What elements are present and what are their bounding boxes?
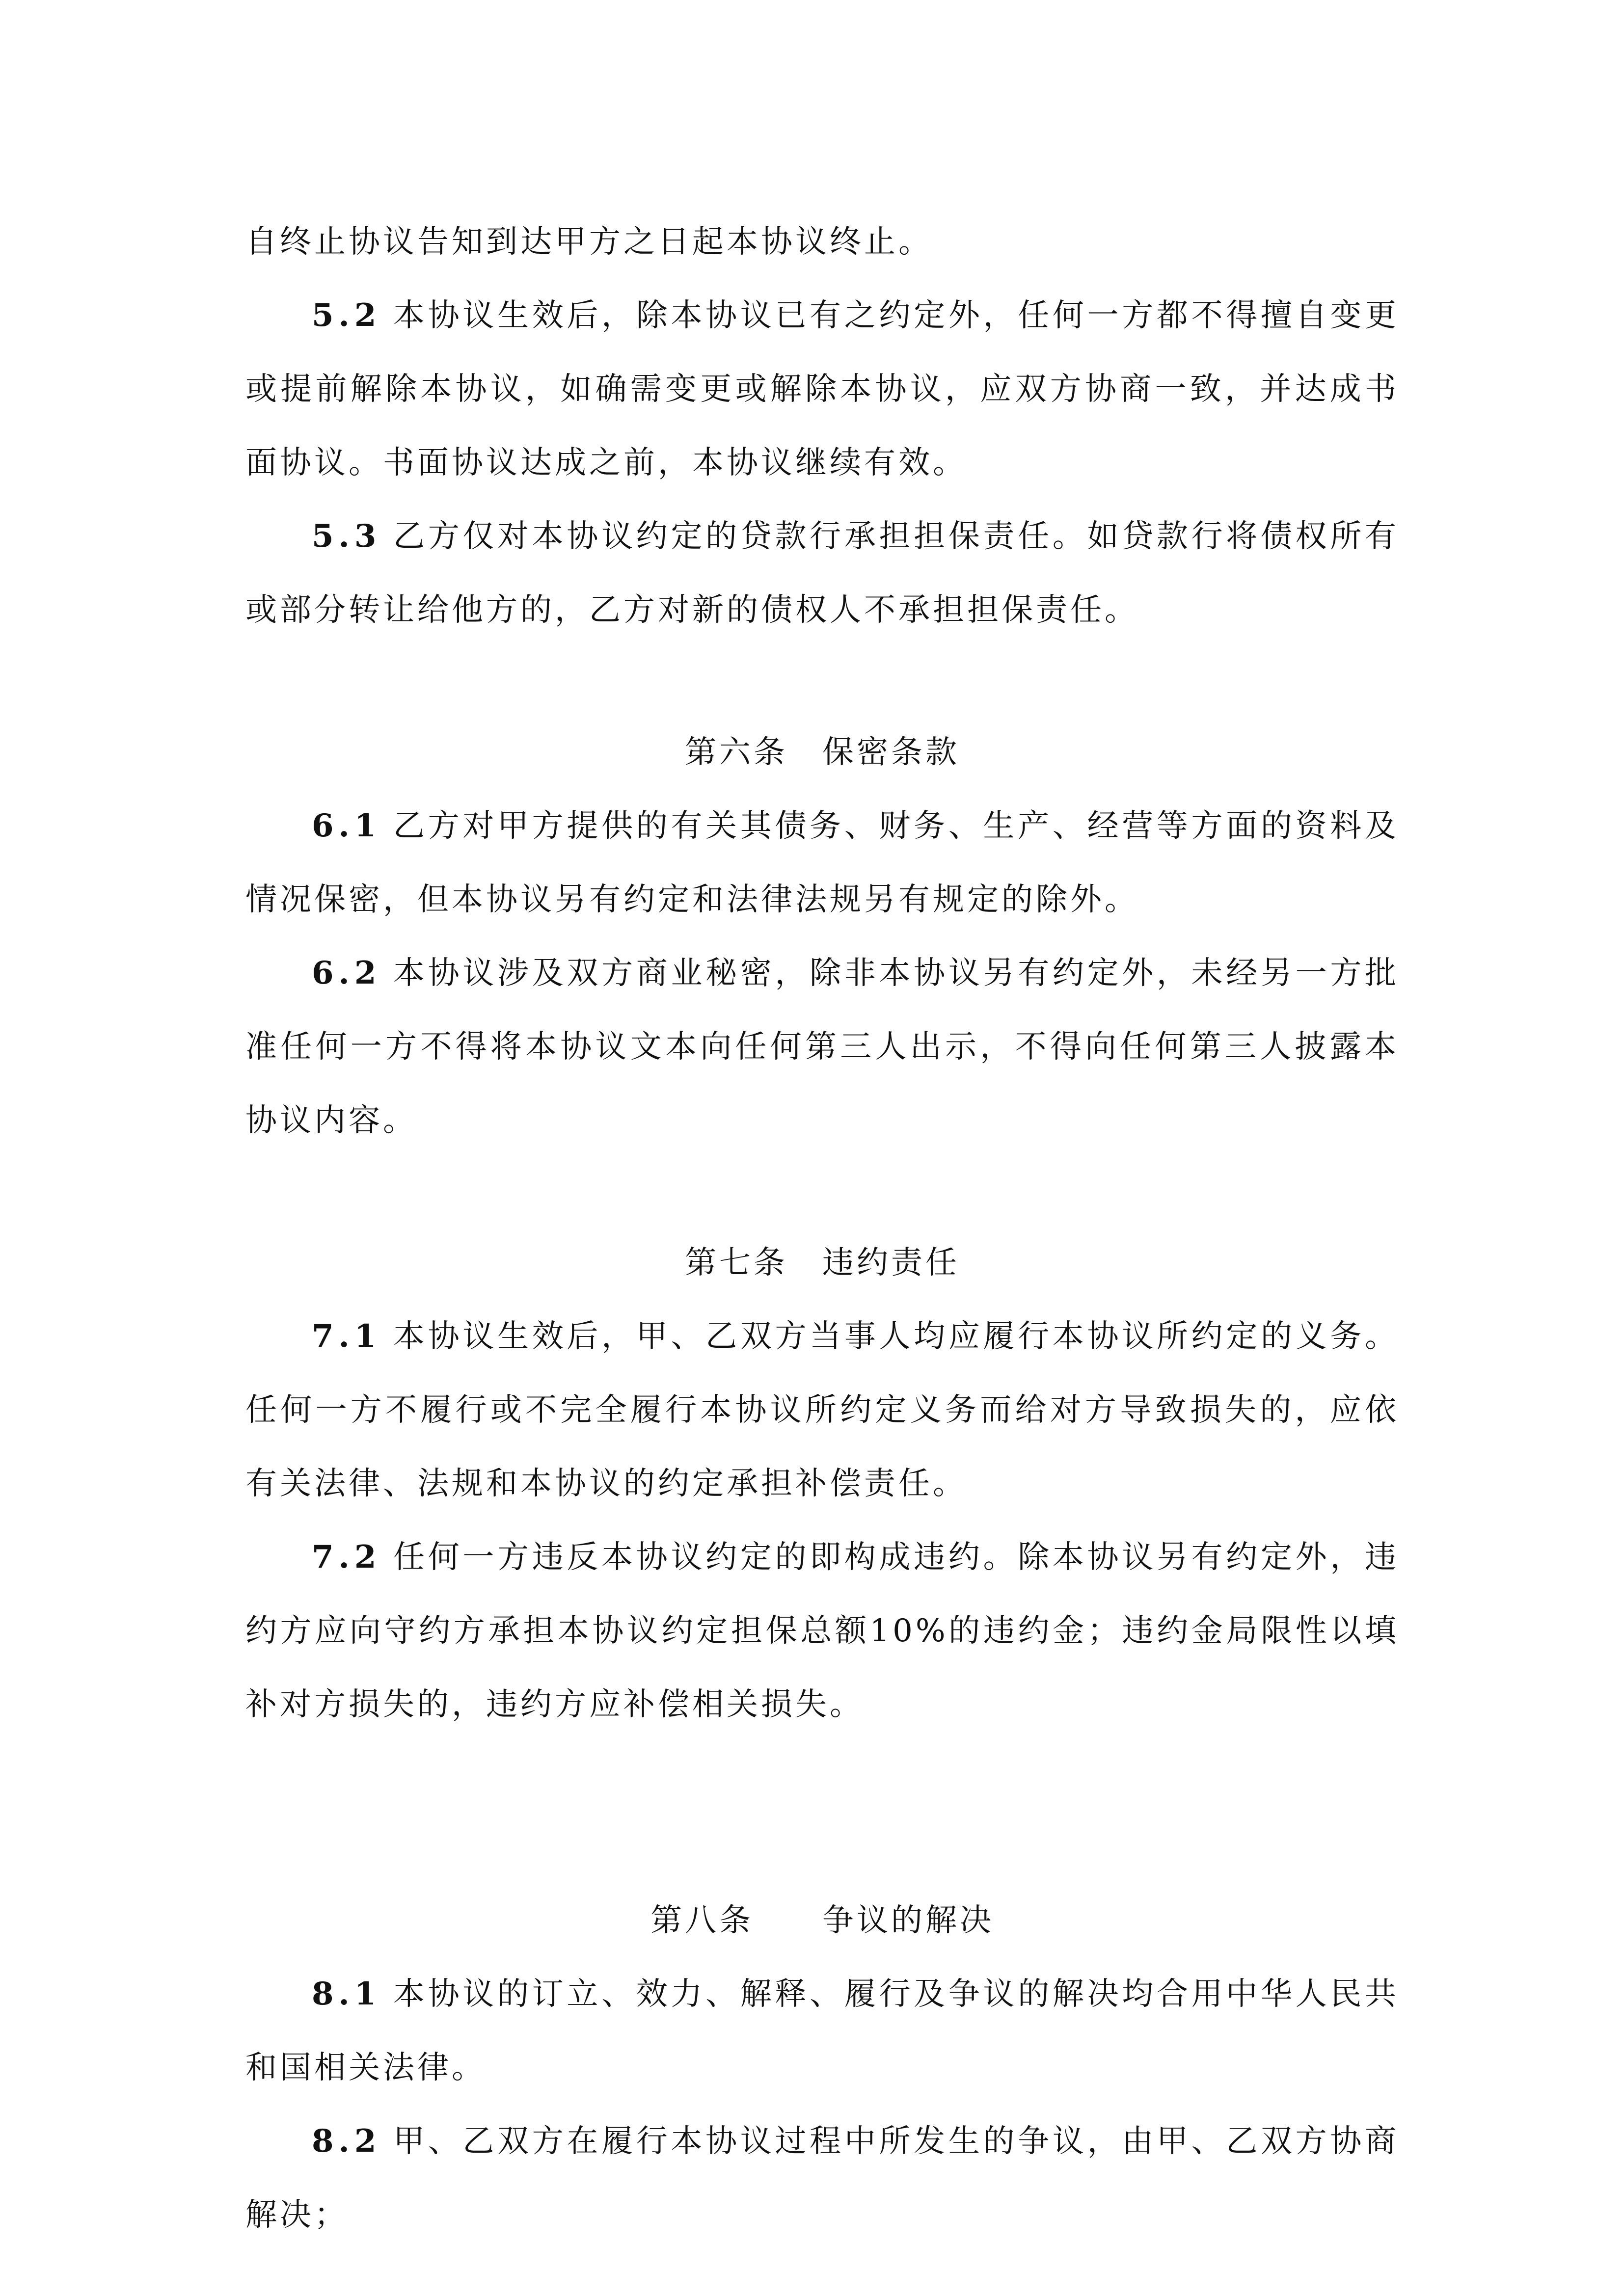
clause-number: 6.2 bbox=[312, 955, 381, 991]
paragraph-text: 自终止协议告知到达甲方之日起本协议终止。 bbox=[245, 224, 933, 260]
paragraph-8-2 bbox=[245, 2105, 1399, 2252]
paragraph-text: 本协议涉及双方商业秘密，除非本协议另有约定外，未经另一方批准任何一方不得将本协议文本向任何第三人出示，不得向任何第三人披露本协议内容。 bbox=[245, 955, 1399, 1139]
paragraph-text: 任何一方违反本协议约定的即构成违约。除本协议另有约定外，违约方应向守约方承担本协议约定担保总额10%的违约金；违约金局限性以填补对方损失的，违约方应补偿相关损失。 bbox=[245, 1539, 1399, 1723]
paragraph-5-2 bbox=[245, 279, 1399, 500]
paragraph-7-1 bbox=[245, 1300, 1399, 1521]
paragraph-text: 本协议生效后，除本协议已有之约定外，任何一方都不得擅自变更或提前解除本协议，如确需变更或解除本协议，应双方协商一致，并达成书面协议。书面协议达成之前，本协议继续有效。 bbox=[245, 297, 1399, 481]
paragraph-text: 乙方仅对本协议约定的贷款行承担担保责任。如贷款行将债权所有或部分转让给他方的，乙方对新的债权人不承担担保责任。 bbox=[245, 518, 1399, 628]
paragraph-5-1-tail bbox=[245, 205, 1399, 279]
clause-number: 5.2 bbox=[312, 297, 381, 334]
section-7-heading: 第七条 违约责任 bbox=[685, 1245, 960, 1281]
section-6-heading: 第六条 保密条款 bbox=[685, 734, 960, 771]
clause-number: 5.3 bbox=[312, 518, 381, 555]
clause-number: 8.2 bbox=[312, 2123, 381, 2160]
paragraph-text: 甲、乙双方在履行本协议过程中所发生的争议，由甲、乙双方协商解决； bbox=[245, 2123, 1399, 2233]
clause-number: 6.1 bbox=[312, 807, 381, 844]
paragraph-text: 本协议的订立、效力、解释、履行及争议的解决均合用中华人民共和国相关法律。 bbox=[245, 1976, 1399, 2086]
spacer bbox=[245, 1157, 1399, 1226]
paragraph-6-2 bbox=[245, 936, 1399, 1157]
spacer bbox=[245, 1741, 1399, 1884]
clause-number: 8.1 bbox=[312, 1976, 381, 2012]
clause-number: 7.2 bbox=[312, 1539, 381, 1575]
paragraph-text: 乙方对甲方提供的有关其债务、财务、生产、经营等方面的资料及情况保密，但本协议另有约定和法律法规另有规定的除外。 bbox=[245, 808, 1399, 918]
paragraph-8-1 bbox=[245, 1957, 1399, 2105]
paragraph-5-3 bbox=[245, 500, 1399, 647]
spacer bbox=[245, 647, 1399, 716]
paragraph-7-2 bbox=[245, 1521, 1399, 1741]
clause-number: 7.1 bbox=[312, 1318, 381, 1355]
paragraph-text: 本协议生效后，甲、乙双方当事人均应履行本协议所约定的义务。任何一方不履行或不完全履行本协议所约定义务而给对方导致损失的，应依有关法律、法规和本协议的约定承担补偿责任。 bbox=[245, 1318, 1399, 1502]
section-8-heading: 第八条 争议的解决 bbox=[650, 1902, 994, 1939]
paragraph-6-1 bbox=[245, 789, 1399, 936]
document-body bbox=[245, 205, 1399, 2252]
